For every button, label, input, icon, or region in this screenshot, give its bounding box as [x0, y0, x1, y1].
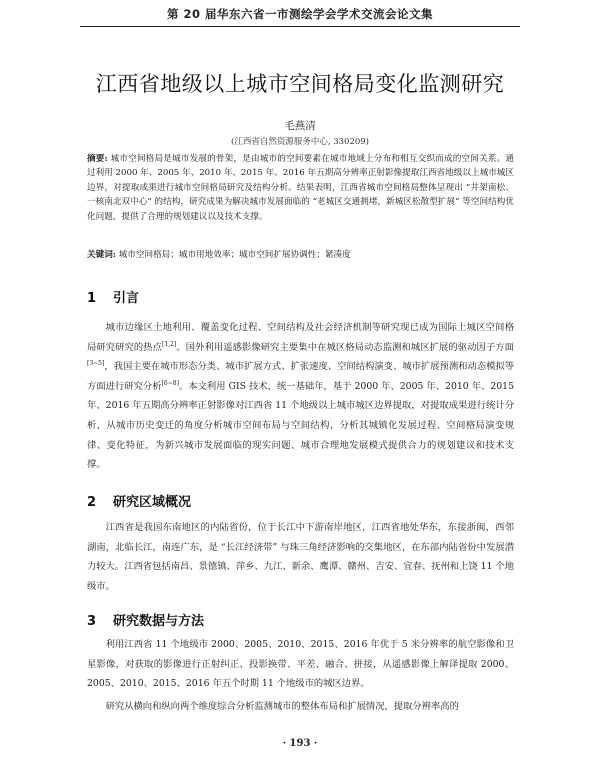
- section-title: 引言: [113, 291, 140, 306]
- citation: [3~5]: [87, 360, 105, 368]
- section-heading-study-area: [87, 491, 191, 510]
- section-heading-data-methods: [87, 610, 204, 629]
- paragraph-text: 江西省是我国东南地区的内陆省份，位于长江中下游南岸地区，江西省地处华东，东接浙闽，西邻湖南，北临长江，南连广东，是 “长江经济带” 与珠三角经济影响的交集地区，在东部内陆省份中发展潜力较大。江西省包括南昌、景德镇、萍乡、九江、新余、鹰潭、赣州、吉安、宜春、抚州和上饶 11 个地级市。: [87, 522, 514, 592]
- section-2-paragraph: [87, 518, 514, 596]
- section-heading-introduction: [87, 287, 139, 306]
- paragraph-text: 。本文利用 GIS 技术，统一基础年，基于 2000 年、2005 年、2010 年、2015 年、2016 年五期高分辨率正射影像对江西省 11 个地级以上城市城区边界提取，对提取成果进行统计分析，从城市历史变迁的角度分析城市空间布局与空间结构，分析其城镇化发展过程、空间格局演变规律、变化特征，为新兴城市发展面临的现实问题、城市合理地发展模式提供合力的规划建议和技术支撑。: [87, 380, 514, 471]
- page-number: · 193 ·: [282, 738, 318, 749]
- abstract: [87, 152, 514, 224]
- section-3-paragraph-1: [87, 635, 514, 694]
- section-number: 2: [87, 495, 97, 510]
- paragraph-text: ，我国主要在城市形态分类、城市扩展方式、扩张速度、空间结构演变、城市扩展预测和动态模拟等方面进行研究分析: [87, 361, 514, 392]
- author-name: 毛燕清: [284, 120, 316, 132]
- citation: [6~8]: [161, 379, 179, 387]
- keywords-label: 关键词:: [87, 250, 116, 260]
- abstract-text: 城市空间格局是城市发展的骨架，是由城市的空间要素在城市地域上分布和相互交织而成的空间关系。通过利用 2000 年、2005 年、2010 年、2015 年、2016 年五期高分辨率正射影像提取江西省地级以上城市城区边界，对提取成果进行城市空间格局研究及结构分析。结果表明，江西省城市空间格局整体呈现出 “井架南松、一核南北双中心” 的结构，研究成果为解决城市发展面临的 “老城区交通拥堵，新城区松散型扩展” 等空间结构优化问题，提供了合理的规划建议以及技术支撑。: [87, 154, 514, 222]
- running-header: 第 20 届华东六省一市测绘学会学术交流会论文集: [166, 7, 433, 21]
- paragraph-text: 。国外利用遥感影像研究主要集中在城区格局动态监测和城区扩展的驱动因子方面: [176, 341, 514, 353]
- paragraph-text: 研究从横向和纵向两个维度综合分析监测城市的整体布局和扩展情况，提取分辨率高的: [105, 701, 459, 712]
- section-title: 研究区域概况: [113, 495, 192, 510]
- keywords-text: 城市空间格局；城市用地效率；城市空间扩展协调性；紧凑度: [118, 250, 351, 260]
- abstract-label: 摘要:: [87, 154, 108, 164]
- section-number: 3: [87, 614, 97, 629]
- section-3-paragraph-2: [87, 697, 514, 717]
- section-1-paragraph: [87, 318, 514, 475]
- paragraph-text: 城市边缘区土地利用、覆盖变化过程、空间结构及社会经济机制等研究现已成为国际上城区空间格局研究研究的热点: [87, 322, 514, 353]
- paper-title: 江西省地级以上城市空间格局变化监测研究: [95, 72, 505, 96]
- citation: [1,2]: [162, 340, 177, 348]
- header-divider: [80, 26, 520, 27]
- section-title: 研究数据与方法: [113, 614, 205, 629]
- paragraph-text: 利用江西省 11 个地级市 2000、2005、2010、2015、2016 年优于 5 米分辨率的航空影像和卫星影像，对获取的影像进行正射纠正、投影换带、平差、融合、拼接，从遥感影像上解译提取 2000、2005、2010、2015、2016 年五个时期 11 个地级市的城区边界。: [87, 639, 514, 690]
- section-number: 1: [87, 291, 97, 306]
- keywords: [87, 248, 514, 262]
- author-affiliation: (江西省自然资源服务中心, 330209): [231, 137, 369, 147]
